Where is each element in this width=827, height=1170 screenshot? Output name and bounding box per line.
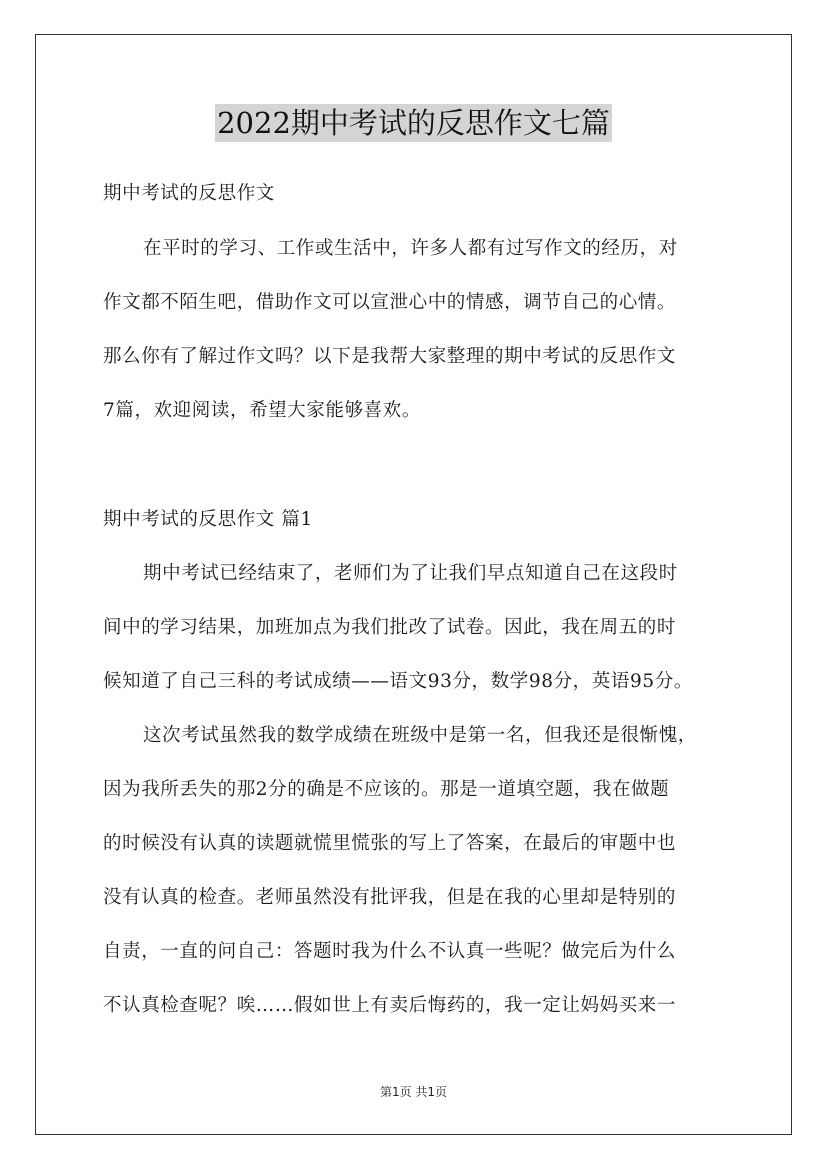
intro-line: 那么你有了解过作文吗？以下是我帮大家整理的期中考试的反思作文 <box>103 346 677 367</box>
paragraph-line: 的时候没有认真的读题就慌里慌张的写上了答案，在最后的审题中也 <box>103 833 677 854</box>
paragraph-line: 没有认真的检查。老师虽然没有批评我，但是在我的心里却是特别的 <box>103 887 677 908</box>
paragraph-line: 期中考试已经结束了，老师们为了让我们早点知道自己在这段时 <box>143 563 678 584</box>
section-heading: 期中考试的反思作文 篇1 <box>103 509 313 530</box>
paragraph-line: 因为我所丢失的那2分的确是不应该的。那是一道填空题，我在做题 <box>103 779 670 800</box>
paragraph-line: 间中的学习结果，加班加点为我们批改了试卷。因此，我在周五的时 <box>103 617 677 638</box>
intro-heading: 期中考试的反思作文 <box>103 183 275 204</box>
paragraph-line: 候知道了自己三科的考试成绩——语文93分，数学98分，英语95分。 <box>103 671 693 692</box>
paragraph-line: 自责，一直的问自己：答题时我为什么不认真一些呢？做完后为什么 <box>103 941 677 962</box>
paragraph-line: 这次考试虽然我的数学成绩在班级中是第一名，但我还是很惭愧， <box>143 725 697 746</box>
paragraph-line: 不认真检查呢？唉……假如世上有卖后悔药的，我一定让妈妈买来一 <box>103 995 677 1016</box>
intro-line: 作文都不陌生吧，借助作文可以宣泄心中的情感，调节自己的心情。 <box>103 292 677 313</box>
title-container <box>0 104 827 142</box>
document-title: 2022期中考试的反思作文七篇 <box>217 106 610 140</box>
intro-line: 7篇，欢迎阅读，希望大家能够喜欢。 <box>103 400 421 421</box>
page-footer: 第1页 共1页 <box>379 1085 448 1099</box>
intro-line: 在平时的学习、工作或生活中，许多人都有过写作文的经历，对 <box>143 238 678 259</box>
